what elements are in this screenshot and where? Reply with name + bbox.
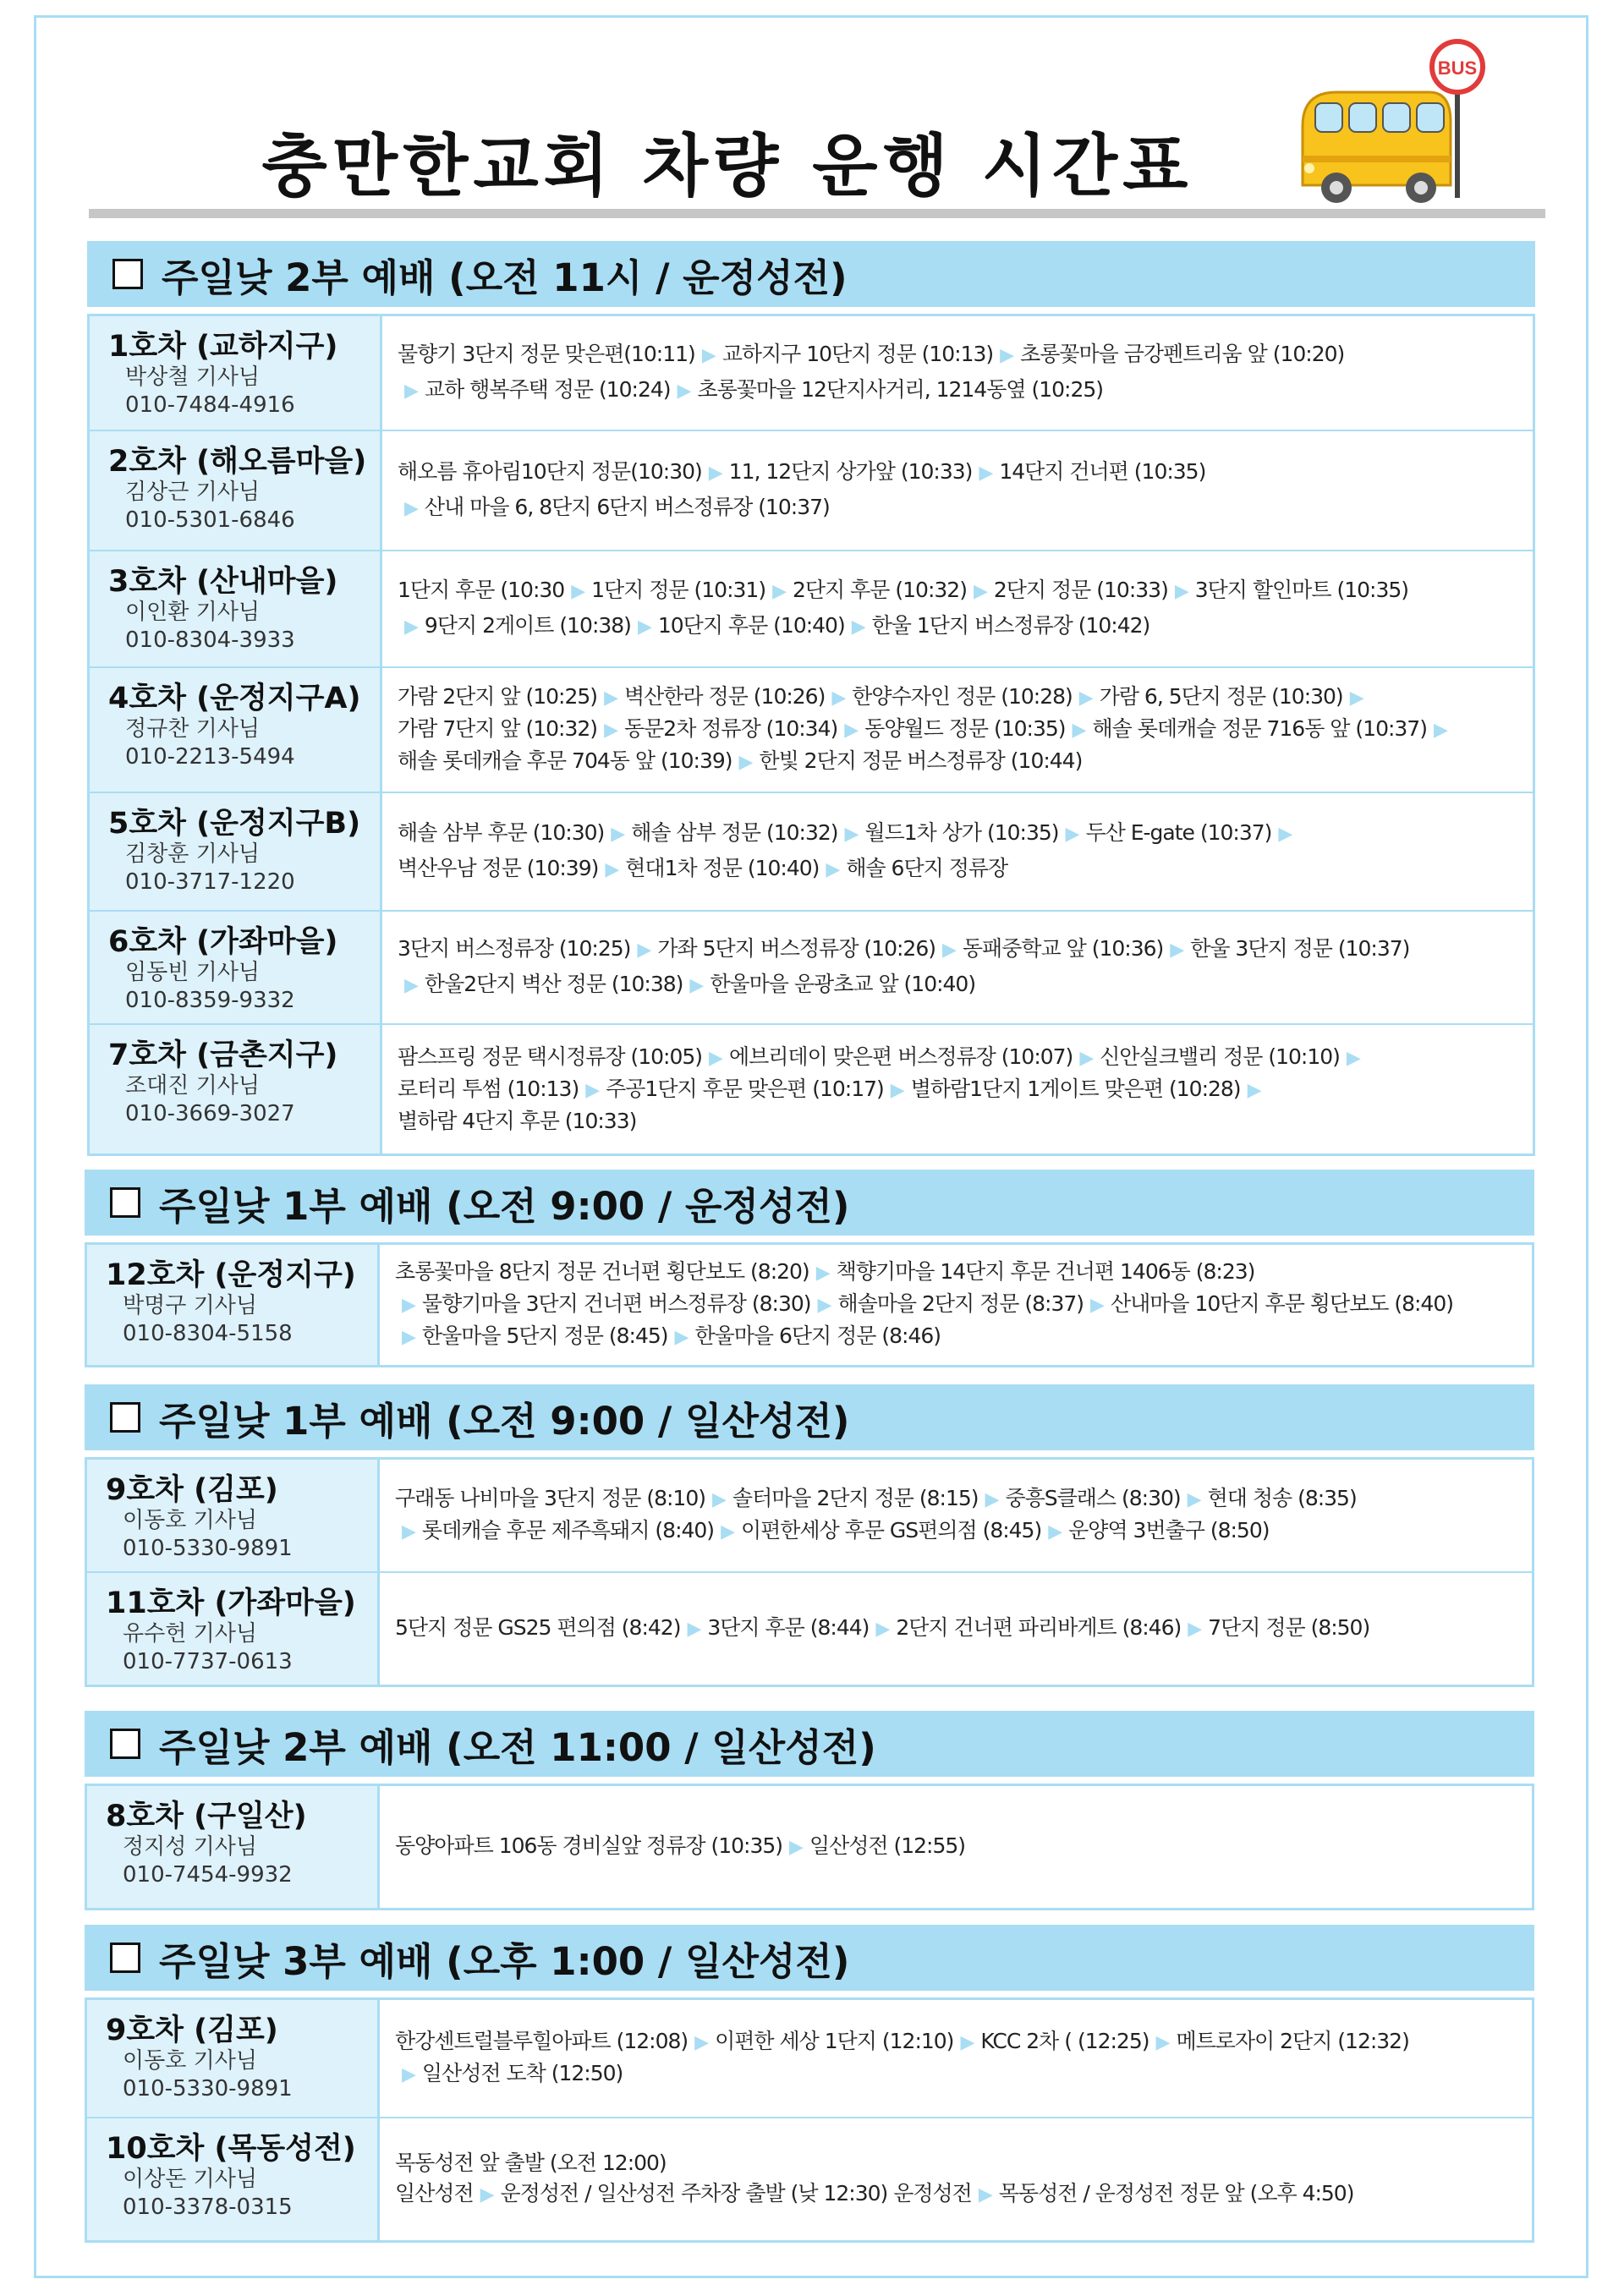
car-name: 4호차 (운정지구A)	[108, 682, 361, 715]
arrow-right-icon: ▶	[571, 581, 585, 602]
stop-label: 2단지 정문 (10:33)	[993, 578, 1168, 602]
stop-label: 3단지 후문 (8:44)	[707, 1615, 870, 1640]
route-line	[395, 1829, 1517, 1865]
driver-name: 박상철 기사님	[125, 364, 260, 390]
stop-label: 메트로자이 2단지 (12:32)	[1176, 2029, 1409, 2053]
arrow-right-icon: ▶	[611, 824, 625, 845]
driver-name: 조대진 기사님	[125, 1073, 260, 1099]
arrow-right-icon: ▶	[604, 720, 617, 741]
stop-label: 운정성전 / 일산성전 주차장 출발 (낮 12:30) 운정성전	[500, 2181, 972, 2206]
arrow-right-icon: ▶	[831, 688, 846, 709]
section-heading-text: 주일낮 2부 예배 (오전 11:00 / 일산성전)	[159, 1724, 876, 1770]
stop-label: 한울마을 6단지 정문 (8:46)	[694, 1323, 941, 1348]
arrow-right-icon: ▶	[1048, 1521, 1062, 1543]
vehicle-info	[90, 912, 382, 1023]
stop-label: 한울2단지 벽산 정문 (10:38)	[424, 972, 683, 996]
arrow-right-icon: ▶	[1433, 720, 1447, 741]
stop-label: 가람 6, 5단지 정문 (10:30)	[1099, 684, 1343, 709]
route-line	[395, 1257, 1517, 1289]
stop-label: 현대1차 정문 (10:40)	[625, 856, 820, 880]
stop-label: 초롱꽃마을 금강펜트리움 앞 (10:20)	[1020, 342, 1345, 366]
driver-name: 박명구 기사님	[123, 1293, 257, 1318]
stop-label: 가람 7단지 앞 (10:32)	[398, 716, 598, 741]
stop-label: KCC 2차 ( (12:25)	[980, 2029, 1149, 2053]
stop-label: 해오름 휴아림10단지 정문(10:30)	[398, 459, 702, 484]
section-heading	[85, 1384, 1534, 1450]
section-heading-text: 주일낮 1부 예배 (오전 9:00 / 운정성전)	[159, 1183, 850, 1229]
arrow-right-icon: ▶	[1278, 824, 1292, 845]
table-row	[87, 2117, 1532, 2240]
arrow-right-icon: ▶	[1170, 940, 1184, 961]
table-row	[90, 316, 1533, 430]
route-line	[398, 1042, 1517, 1074]
stop-label: 물향기마을 3단지 건너편 버스정류장 (8:30)	[421, 1291, 811, 1316]
arrow-right-icon: ▶	[844, 824, 859, 845]
car-name: 6호차 (가좌마을)	[108, 925, 338, 959]
car-name: 12호차 (운정지구)	[106, 1258, 356, 1292]
arrow-right-icon: ▶	[851, 616, 865, 638]
route-line	[395, 2026, 1517, 2058]
section-heading-text: 주일낮 1부 예배 (오전 9:00 / 일산성전)	[159, 1398, 850, 1444]
arrow-right-icon: ▶	[604, 688, 617, 709]
route-line	[395, 1483, 1517, 1515]
arrow-right-icon: ▶	[585, 1080, 600, 1101]
stop-label: 초롱꽃마을 8단지 정문 건너편 횡단보도 (8:20)	[395, 1259, 809, 1284]
arrow-right-icon: ▶	[1187, 1489, 1201, 1510]
route-line	[398, 746, 1517, 778]
section-sunday-2nd-ilsan	[85, 1711, 1534, 1910]
stop-label: 이편한세상 후문 GS편의점 (8:45)	[740, 1518, 1042, 1543]
arrow-right-icon: ▶	[1078, 688, 1093, 709]
stop-label: 교하지구 10단지 정문 (10:13)	[721, 342, 994, 366]
route-line	[398, 490, 1517, 526]
arrow-right-icon: ▶	[404, 975, 418, 996]
stop-label: 9단지 2게이트 (10:38)	[424, 613, 631, 638]
stop-label: 가좌 5단지 버스정류장 (10:26)	[657, 936, 935, 961]
driver-phone: 010-7484-4916	[125, 392, 295, 418]
section-heading-text: 주일낮 2부 예배 (오전 11시 / 운정성전)	[162, 255, 848, 300]
stop-label: 해솔 삼부 후문 (10:30)	[398, 820, 605, 845]
stop-label: 한양수자인 정문 (10:28)	[852, 684, 1073, 709]
bus-sign-text: BUS	[1437, 58, 1478, 79]
driver-name: 정규찬 기사님	[125, 716, 260, 742]
driver-phone: 010-3669-3027	[125, 1101, 295, 1126]
table-row	[87, 2000, 1532, 2117]
driver-phone: 010-8359-9332	[125, 988, 295, 1013]
driver-phone: 010-3378-0315	[123, 2195, 293, 2220]
stop-label: 동양월드 정문 (10:35)	[864, 716, 1066, 741]
arrow-right-icon: ▶	[985, 1489, 999, 1510]
arrow-right-icon: ▶	[694, 2032, 709, 2053]
vehicle-info	[90, 793, 382, 910]
arrow-right-icon: ▶	[978, 2184, 992, 2206]
checkbox-icon	[110, 1187, 140, 1218]
car-name: 1호차 (교하지구)	[108, 330, 338, 364]
stop-label: 2단지 건너편 파리바게트 (8:46)	[896, 1615, 1182, 1640]
section-heading	[87, 241, 1535, 307]
stop-label: 3단지 할인마트 (10:35)	[1194, 578, 1409, 602]
stop-label: 한울마을 5단지 정문 (8:45)	[421, 1323, 668, 1348]
car-name: 2호차 (해오름마을)	[108, 445, 367, 479]
vehicle-info	[90, 551, 382, 666]
driver-name: 유수헌 기사님	[123, 1621, 257, 1647]
section-sunday-1st-unjeong	[85, 1170, 1534, 1367]
route-stops	[380, 1245, 1532, 1365]
arrow-right-icon: ▶	[402, 1521, 415, 1543]
route-line	[398, 852, 1517, 887]
stop-label: 한울 3단지 정문 (10:37)	[1190, 936, 1410, 961]
route-line	[395, 1515, 1517, 1548]
table-row	[90, 792, 1533, 910]
arrow-right-icon: ▶	[789, 1837, 803, 1858]
vehicle-info	[87, 1786, 380, 1908]
section-heading	[85, 1711, 1534, 1777]
vehicle-info	[87, 2000, 380, 2117]
driver-name: 이동호 기사님	[123, 1508, 257, 1533]
stop-label: 벽산우남 정문 (10:39)	[398, 856, 599, 880]
arrow-right-icon: ▶	[979, 463, 993, 484]
stop-label: 목동성전 앞 출발 (오전 12:00)	[395, 2151, 667, 2175]
car-name: 11호차 (가좌마을)	[106, 1586, 356, 1620]
arrow-right-icon: ▶	[1079, 1048, 1094, 1069]
arrow-right-icon: ▶	[402, 2064, 415, 2085]
table-row	[87, 1245, 1532, 1365]
arrow-right-icon: ▶	[738, 752, 753, 773]
section-sunday-2nd-unjeong	[87, 241, 1535, 1156]
driver-name: 이인환 기사님	[125, 600, 260, 625]
stop-label: 14단지 건너편 (10:35)	[999, 459, 1206, 484]
stop-label: 솔터마을 2단지 정문 (8:15)	[732, 1486, 979, 1510]
section-heading	[85, 1170, 1534, 1236]
table-row	[90, 910, 1533, 1023]
route-stops	[382, 793, 1533, 910]
stop-label: 운양역 3번출구 (8:50)	[1068, 1518, 1270, 1543]
arrow-right-icon: ▶	[1247, 1080, 1261, 1101]
stop-label: 두산 E-gate (10:37)	[1085, 820, 1272, 845]
schedule-table	[85, 1242, 1534, 1367]
route-stops	[380, 2000, 1532, 2117]
route-line	[398, 714, 1517, 746]
schedule-table	[85, 1457, 1534, 1687]
table-row	[87, 1786, 1532, 1908]
arrow-right-icon: ▶	[605, 859, 619, 880]
driver-phone: 010-2213-5494	[125, 744, 295, 770]
arrow-right-icon: ▶	[960, 2032, 974, 2053]
schedule-table	[87, 314, 1535, 1156]
route-line	[398, 967, 1517, 1003]
table-row	[87, 1571, 1532, 1685]
stop-label: 신안실크밸리 정문 (10:10)	[1100, 1044, 1340, 1069]
schedule-table	[85, 1997, 1534, 2243]
route-line	[395, 1321, 1517, 1353]
route-line	[395, 2058, 1517, 2091]
arrow-right-icon: ▶	[1155, 2032, 1170, 2053]
arrow-right-icon: ▶	[1349, 688, 1363, 709]
stop-label: 월드1차 상가 (10:35)	[864, 820, 1059, 845]
driver-phone: 010-7454-9932	[123, 1862, 293, 1888]
car-name: 3호차 (산내마을)	[108, 565, 338, 599]
driver-name: 김창훈 기사님	[125, 841, 260, 867]
checkbox-icon	[110, 1729, 140, 1759]
stop-label: 책향기마을 14단지 후문 건너편 1406동 (8:23)	[836, 1259, 1255, 1284]
stop-label: 동양아파트 106동 경비실앞 정류장 (10:35)	[395, 1833, 783, 1858]
car-name: 7호차 (금촌지구)	[108, 1038, 338, 1072]
arrow-right-icon: ▶	[677, 381, 691, 402]
car-name: 5호차 (운정지구B)	[108, 807, 361, 841]
driver-name: 김상근 기사님	[125, 479, 260, 505]
arrow-right-icon: ▶	[637, 940, 651, 961]
table-row	[90, 1023, 1533, 1153]
stop-label: 10단지 후문 (10:40)	[657, 613, 845, 638]
stop-label: 롯데캐슬 후문 제주흑돼지 (8:40)	[421, 1518, 715, 1543]
stop-label: 현대 청송 (8:35)	[1207, 1486, 1357, 1510]
arrow-right-icon: ▶	[1174, 581, 1188, 602]
driver-phone: 010-8304-5158	[123, 1321, 293, 1346]
bus-stop-icon	[1286, 29, 1514, 215]
route-stops	[380, 1573, 1532, 1685]
route-stops	[382, 668, 1533, 792]
stop-label: 가람 2단지 앞 (10:25)	[398, 684, 598, 709]
stop-label: 이편한 세상 1단지 (12:10)	[715, 2029, 954, 2053]
stop-label: 일산성전 도착 (12:50)	[421, 2061, 623, 2085]
route-stops	[380, 2118, 1532, 2240]
arrow-right-icon: ▶	[404, 381, 418, 402]
stop-label: 해솔 삼부 정문 (10:32)	[631, 820, 838, 845]
driver-name: 이동호 기사님	[123, 2048, 257, 2074]
stop-label: 해솔마을 2단지 정문 (8:37)	[837, 1291, 1084, 1316]
driver-phone: 010-8304-3933	[125, 627, 295, 653]
section-sunday-1st-ilsan	[85, 1384, 1534, 1687]
arrow-right-icon: ▶	[826, 859, 840, 880]
driver-phone: 010-5330-9891	[123, 2076, 293, 2101]
checkbox-icon	[112, 259, 143, 289]
stop-label: 물향기 3단지 정문 맞은편(10:11)	[398, 342, 695, 366]
arrow-right-icon: ▶	[941, 940, 956, 961]
stop-label: 일산성전 (12:55)	[809, 1833, 966, 1858]
stop-label: 3단지 버스정류장 (10:25)	[398, 936, 631, 961]
arrow-right-icon: ▶	[709, 1048, 722, 1069]
arrow-right-icon: ▶	[721, 1521, 734, 1543]
route-stops	[382, 316, 1533, 430]
arrow-right-icon: ▶	[1346, 1048, 1360, 1069]
arrow-right-icon: ▶	[844, 720, 859, 741]
vehicle-info	[87, 1245, 380, 1365]
vehicle-info	[90, 431, 382, 550]
table-row	[90, 430, 1533, 550]
route-line	[398, 816, 1517, 852]
arrow-right-icon: ▶	[890, 1080, 904, 1101]
route-line	[395, 2148, 1517, 2178]
driver-name: 이상돈 기사님	[123, 2167, 257, 2192]
route-line	[398, 455, 1517, 490]
stop-label: 2단지 후문 (10:32)	[793, 578, 967, 602]
route-line	[398, 337, 1517, 373]
driver-phone: 010-7737-0613	[123, 1649, 293, 1674]
route-line	[398, 609, 1517, 644]
route-line	[398, 1074, 1517, 1106]
stop-label: 로터리 투썸 (10:13)	[398, 1077, 579, 1101]
stop-label: 교하 행복주택 정문 (10:24)	[424, 377, 671, 402]
vehicle-info	[90, 316, 382, 430]
arrow-right-icon: ▶	[712, 1489, 726, 1510]
route-line	[398, 373, 1517, 408]
route-stops	[380, 1786, 1532, 1908]
page-title: 충만한교회 차량 운행 시간표	[261, 127, 1193, 205]
vehicle-info	[87, 2118, 380, 2240]
route-line	[398, 932, 1517, 967]
stop-label: 주공1단지 후문 맞은편 (10:17)	[606, 1077, 884, 1101]
route-stops	[382, 431, 1533, 550]
stop-label: 중흥S클래스 (8:30)	[1005, 1486, 1181, 1510]
stop-label: 5단지 정문 GS25 편의점 (8:42)	[395, 1615, 681, 1640]
stop-label: 7단지 정문 (8:50)	[1208, 1615, 1370, 1640]
car-name: 10호차 (목동성전)	[106, 2132, 356, 2166]
stop-label: 1단지 후문 (10:30	[398, 578, 565, 602]
arrow-right-icon: ▶	[1000, 345, 1014, 366]
route-stops	[382, 1025, 1533, 1153]
stop-label: 동패중학교 앞 (10:36)	[962, 936, 1164, 961]
arrow-right-icon: ▶	[817, 1295, 831, 1316]
car-name: 9호차 (김포)	[106, 2014, 278, 2047]
table-row	[90, 666, 1533, 792]
stop-label: 해솔 6단지 정류장	[846, 856, 1008, 880]
driver-phone: 010-5301-6846	[125, 507, 295, 533]
schedule-table	[85, 1784, 1534, 1910]
section-heading-text: 주일낮 3부 예배 (오후 1:00 / 일산성전)	[159, 1938, 850, 1984]
stop-label: 한강센트럴블루힐아파트 (12:08)	[395, 2029, 689, 2053]
stop-label: 한울마을 운광초교 앞 (10:40)	[710, 972, 976, 996]
arrow-right-icon: ▶	[1188, 1619, 1202, 1640]
vehicle-info	[90, 1025, 382, 1153]
driver-phone: 010-3717-1220	[125, 869, 295, 895]
vehicle-info	[87, 1460, 380, 1571]
table-row	[90, 550, 1533, 666]
car-name: 8호차 (구일산)	[106, 1800, 307, 1833]
stop-label: 에브리데이 맞은편 버스정류장 (10:07)	[728, 1044, 1073, 1069]
stop-label: 팜스프링 정문 택시정류장 (10:05)	[398, 1044, 703, 1069]
stop-label: 11, 12단지 상가앞 (10:33)	[728, 459, 973, 484]
arrow-right-icon: ▶	[772, 581, 786, 602]
arrow-right-icon: ▶	[404, 498, 418, 519]
arrow-right-icon: ▶	[875, 1619, 890, 1640]
arrow-right-icon: ▶	[815, 1263, 830, 1284]
stop-label: 한울 1단지 버스정류장 (10:42)	[871, 613, 1150, 638]
vehicle-info	[90, 668, 382, 792]
driver-name: 임동빈 기사님	[125, 960, 260, 985]
section-sunday-3rd-ilsan	[85, 1925, 1534, 2243]
arrow-right-icon: ▶	[708, 463, 722, 484]
route-line	[398, 682, 1517, 714]
arrow-right-icon: ▶	[480, 2184, 494, 2206]
table-row	[87, 1460, 1532, 1571]
route-line	[398, 1106, 1517, 1137]
arrow-right-icon: ▶	[402, 1327, 415, 1348]
checkbox-icon	[110, 1943, 140, 1973]
checkbox-icon	[110, 1402, 140, 1433]
car-name: 9호차 (김포)	[106, 1473, 278, 1507]
section-heading	[85, 1925, 1534, 1991]
arrow-right-icon: ▶	[687, 1619, 701, 1640]
stop-label: 벽산한라 정문 (10:26)	[623, 684, 826, 709]
stop-label: 일산성전	[395, 2181, 474, 2206]
route-line	[398, 573, 1517, 609]
stop-label: 1단지 정문 (10:31)	[591, 578, 766, 602]
route-stops	[382, 551, 1533, 666]
arrow-right-icon: ▶	[689, 975, 704, 996]
route-line	[395, 1289, 1517, 1321]
route-line	[395, 1611, 1517, 1647]
stop-label: 별하람 4단지 후문 (10:33)	[398, 1109, 637, 1133]
arrow-right-icon: ▶	[1065, 824, 1079, 845]
stop-label: 해솔 롯데캐슬 정문 716동 앞 (10:37)	[1092, 716, 1427, 741]
arrow-right-icon: ▶	[701, 345, 716, 366]
driver-name: 정지성 기사님	[123, 1834, 257, 1860]
stop-label: 한빛 2단지 정문 버스정류장 (10:44)	[759, 748, 1083, 773]
stop-label: 별하람1단지 1게이트 맞은편 (10:28)	[910, 1077, 1241, 1101]
arrow-right-icon: ▶	[973, 581, 987, 602]
arrow-right-icon: ▶	[402, 1295, 415, 1316]
arrow-right-icon: ▶	[674, 1327, 689, 1348]
stop-label: 동문2차 정류장 (10:34)	[623, 716, 838, 741]
arrow-right-icon: ▶	[637, 616, 651, 638]
stop-label: 구래동 나비마을 3단지 정문 (8:10)	[395, 1486, 705, 1510]
stop-label: 산내 마을 6, 8단지 6단지 버스정류장 (10:37)	[424, 495, 830, 519]
route-stops	[382, 912, 1533, 1023]
vehicle-info	[87, 1573, 380, 1685]
arrow-right-icon: ▶	[1072, 720, 1086, 741]
route-line	[395, 2178, 1517, 2211]
route-stops	[380, 1460, 1532, 1571]
stop-label: 초롱꽃마을 12단지사거리, 1214동옆 (10:25)	[697, 377, 1104, 402]
stop-label: 해솔 롯데캐슬 후문 704동 앞 (10:39)	[398, 748, 732, 773]
arrow-right-icon: ▶	[1090, 1295, 1104, 1316]
stop-label: 목동성전 / 운정성전 정문 앞 (오후 4:50)	[998, 2181, 1354, 2206]
driver-phone: 010-5330-9891	[123, 1536, 293, 1561]
stop-label: 산내마을 10단지 후문 횡단보도 (8:40)	[1110, 1291, 1453, 1316]
arrow-right-icon: ▶	[404, 616, 418, 638]
